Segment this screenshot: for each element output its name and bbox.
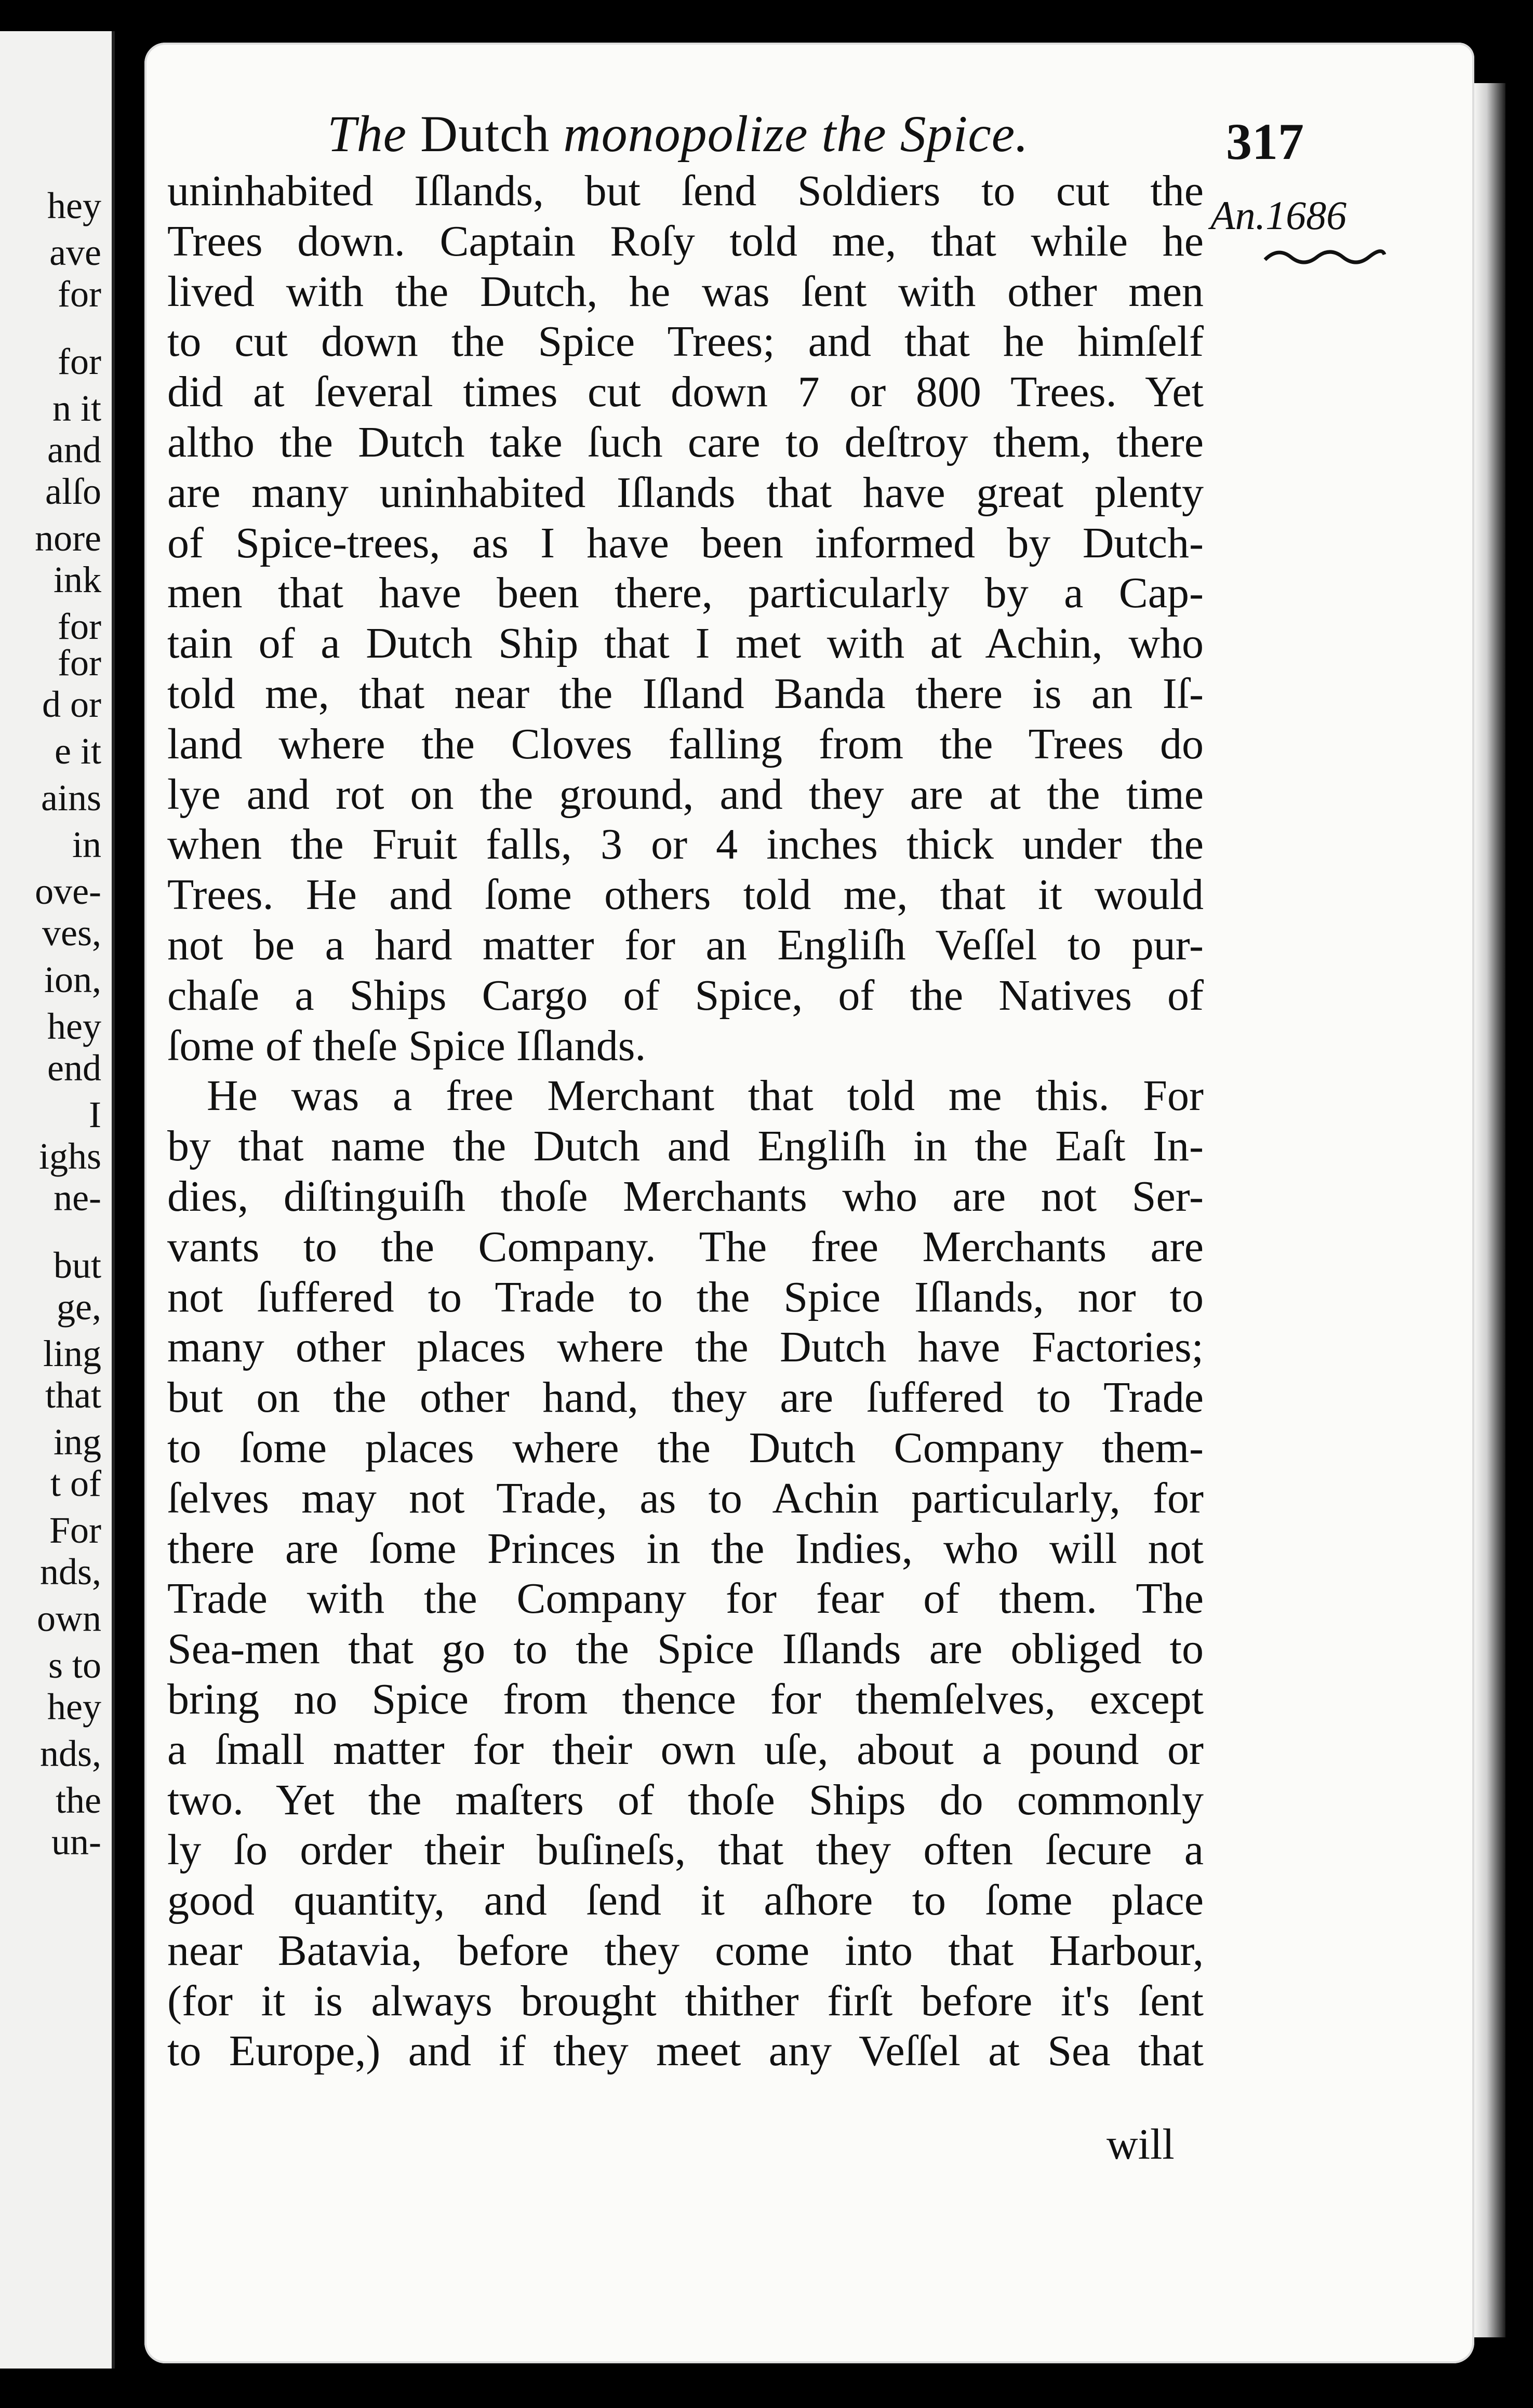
text-line: Trees. He and ſome others told me, that it would	[167, 871, 1204, 919]
text-line: near Batavia, before they come into that Harbour,	[167, 1926, 1204, 1975]
facing-page-fragment: for	[58, 273, 101, 315]
facing-page-fragment: ves,	[42, 912, 101, 954]
text-line: there are ſome Princes in the Indies, who will not	[167, 1524, 1204, 1573]
text-line: not ſuffered to Trade to the Spice Iſlands, nor to	[167, 1273, 1204, 1321]
facing-page-fragment: ling	[43, 1333, 101, 1374]
facing-page-fragment: ighs	[38, 1135, 101, 1177]
text-line: Trade with the Company for fear of them. The	[167, 1574, 1204, 1623]
text-line: bring no Spice from thence for themſelves, except	[167, 1675, 1204, 1723]
facing-page-fragment: ove-	[35, 871, 101, 912]
facing-page-fragment: ge,	[57, 1286, 101, 1328]
text-line: to cut down the Spice Trees; and that he himſelf	[167, 317, 1204, 366]
text-line: many other places where the Dutch have Factories;	[167, 1323, 1204, 1372]
facing-page-fragment: nds,	[39, 1551, 101, 1593]
facing-page-fragment: in	[72, 824, 101, 865]
text-line: when the Fruit falls, 3 or 4 inches thick under the	[167, 820, 1204, 869]
text-line: are many uninhabited Iſlands that have great plenty	[167, 468, 1204, 517]
page-gutter-shadow	[1474, 83, 1505, 2337]
text-line: altho the Dutch take ſuch care to deſtroy them, there	[167, 418, 1204, 466]
text-line: lye and rot on the ground, and they are at the time	[167, 770, 1204, 819]
facing-page-fragment: hey	[47, 185, 101, 226]
text-line: good quantity, and ſend it aſhore to ſome place	[167, 1876, 1204, 1925]
text-line: ſome of theſe Spice Iſlands.	[167, 1021, 646, 1070]
text-line: ſelves may not Trade, as to Achin particularly, for	[167, 1474, 1204, 1522]
text-line: not be a hard matter for an Engliſh Veſſel to pur-	[167, 920, 1204, 969]
text-line: men that have been there, particularly by a Cap-	[167, 569, 1204, 618]
text-line: by that name the Dutch and Engliſh in the Eaſt In-	[167, 1122, 1204, 1171]
text-line: lived with the Dutch, he was ſent with other men	[167, 267, 1204, 316]
text-line: He was a free Merchant that told me this. For	[207, 1072, 1204, 1120]
facing-page-fragment: nore	[35, 517, 101, 559]
body-text	[167, 166, 1204, 2077]
facing-page-fragment: alſo	[45, 471, 101, 512]
page-number: 317	[1226, 113, 1304, 170]
facing-page-fragment: but	[53, 1245, 101, 1286]
text-line: land where the Cloves falling from the Trees do	[167, 719, 1204, 768]
facing-page-fragment: n it	[52, 387, 101, 429]
catchword: will	[1107, 2120, 1175, 2169]
text-line: uninhabited Iſlands, but ſend Soldiers to cut the	[167, 167, 1204, 215]
running-head-prefix: The	[327, 105, 407, 163]
facing-page-fragment: ink	[53, 559, 101, 600]
facing-page-fragment: ne-	[54, 1177, 101, 1219]
text-line: ly ſo order their buſineſs, that they often ſecure a	[167, 1826, 1204, 1875]
facing-page-fragment: s to	[48, 1644, 101, 1686]
facing-page-fragment: and	[47, 429, 101, 471]
facing-page-fragment: end	[47, 1047, 101, 1089]
facing-page-edge	[0, 31, 115, 2369]
running-head-roman: Dutch	[420, 105, 550, 163]
facing-page-fragment: ing	[53, 1421, 101, 1463]
text-line: of Spice-trees, as I have been informed by Dutch-	[167, 518, 1204, 567]
text-line: Trees down. Captain Roſy told me, that while he	[167, 217, 1204, 265]
text-line: chaſe a Ships Cargo of Spice, of the Natives of	[167, 971, 1204, 1020]
text-line: to ſome places where the Dutch Company them-	[167, 1423, 1204, 1472]
facing-page-fragment: for	[58, 606, 101, 647]
text-line: Sea-men that go to the Spice Iſlands are obliged to	[167, 1625, 1204, 1674]
facing-page-fragment: hey	[47, 1686, 101, 1728]
facing-page-fragment: hey	[47, 1006, 101, 1047]
facing-page-fragment: t of	[50, 1463, 101, 1504]
facing-page-fragment: ave	[49, 232, 101, 273]
facing-page-fragment: un-	[51, 1821, 101, 1863]
text-line: (for it is always brought thither firſt before it's ſent	[167, 1976, 1204, 2025]
text-line: vants to the Company. The free Merchants are	[167, 1222, 1204, 1271]
flourish-ornament	[1262, 244, 1387, 270]
facing-page-fragment: I	[89, 1094, 101, 1135]
facing-page-fragment: own	[37, 1598, 101, 1639]
facing-page-fragment: d or	[42, 684, 101, 725]
running-head-suffix: monopolize the Spice.	[563, 105, 1029, 163]
facing-page-fragment: for	[58, 341, 101, 382]
facing-page-fragment: ion,	[44, 959, 101, 1000]
facing-page-fragment: that	[45, 1374, 101, 1416]
text-line: dies, diſtinguiſh thoſe Merchants who are not Ser-	[167, 1172, 1204, 1221]
running-head	[327, 104, 1029, 164]
facing-page-fragment: nds,	[39, 1733, 101, 1774]
text-line: but on the other hand, they are ſuffered to Trade	[167, 1373, 1204, 1422]
facing-page-fragment: For	[49, 1509, 101, 1551]
text-line: did at ſeveral times cut down 7 or 800 Trees. Yet	[167, 368, 1204, 417]
margin-year-note: An.1686	[1210, 193, 1347, 238]
text-line: to Europe,) and if they meet any Veſſel at Sea that	[167, 2027, 1204, 2076]
text-line: tain of a Dutch Ship that I met with at Achin, who	[167, 619, 1204, 668]
text-line: a ſmall matter for their own uſe, about a pound or	[167, 1725, 1204, 1774]
facing-page-fragment: ains	[41, 777, 101, 819]
text-line: two. Yet the maſters of thoſe Ships do commonly	[167, 1775, 1204, 1824]
facing-page-fragment: e it	[55, 730, 101, 772]
facing-page-fragment: for	[58, 642, 101, 684]
text-line: told me, that near the Iſland Banda there is an Iſ-	[167, 669, 1204, 718]
facing-page-fragment: the	[56, 1780, 101, 1821]
